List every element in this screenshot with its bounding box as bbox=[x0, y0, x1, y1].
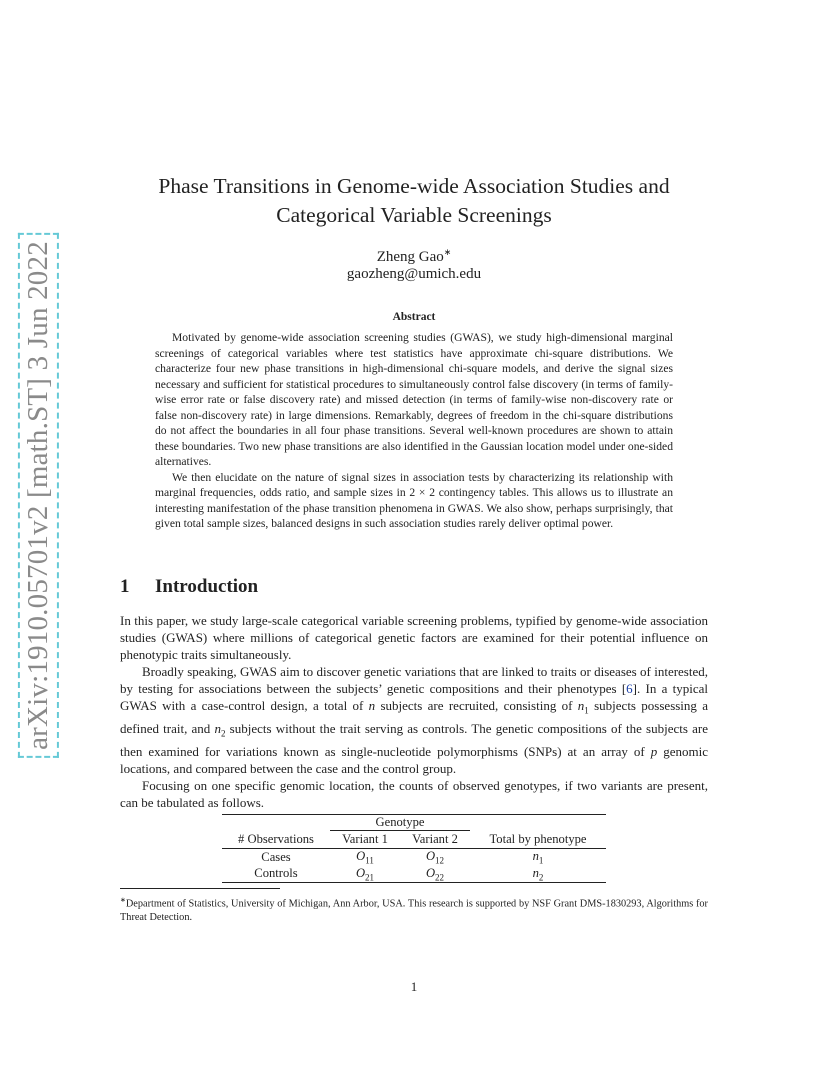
text-run: subjects without the trait serving as controls. The genetic compositions of the subjects are then examined for variations known as single-nucleotide polymorphisms (SNPs) at an array of bbox=[120, 721, 708, 759]
author-line bbox=[0, 247, 828, 266]
footnote-divider bbox=[120, 888, 280, 889]
table-header-cell: Variant 2 bbox=[412, 832, 458, 847]
citation-link[interactable]: 6 bbox=[626, 681, 633, 697]
math-symbol: O bbox=[356, 849, 366, 863]
math-subscript: 1 bbox=[538, 855, 544, 866]
math-symbol: n bbox=[214, 721, 221, 737]
genotype-table bbox=[222, 814, 606, 883]
table-group-header-row bbox=[222, 815, 606, 832]
section-heading bbox=[120, 576, 258, 598]
introduction-body bbox=[120, 612, 708, 811]
intro-paragraph-3: Focusing on one specific genomic location, the counts of observed genotypes, if two variants are present, can be tabulated as follows. bbox=[120, 778, 708, 811]
table-header-row bbox=[222, 832, 606, 850]
math-symbol: O bbox=[355, 865, 366, 880]
arxiv-identifier: arXiv:1910.05701v2 [math.ST] 3 Jun 2022 bbox=[18, 233, 59, 758]
text-run: genomic locations, and compared between the case and the control group. bbox=[120, 743, 708, 776]
abstract-paragraph-2: We then elucidate on the nature of signal sizes in association tests by characterizing its relationship with marginal frequencies, odds ratio, and sample sizes in 2 × 2 contingency tables. This allows us to illustrate an interesting manifestation of the phase transition phenomena in GWAS. We also show, perhaps surprisingly, that given total sample sizes, balanced designs in such association studies rarely deliver optimal power. bbox=[155, 470, 673, 530]
math-symbol: O bbox=[425, 849, 436, 863]
intro-paragraph-1: In this paper, we study large-scale categorical variable screening problems, typified by genome-wide association studies (GWAS) where millions of categorical genetic factors are examined for their potential influence on phenotypic traits simultaneously. bbox=[120, 613, 708, 663]
table-cell bbox=[470, 849, 606, 866]
math-subscript: 2 bbox=[220, 728, 226, 739]
math-symbol: n bbox=[368, 698, 376, 714]
math-subscript: 1 bbox=[584, 706, 589, 717]
math-symbol: n bbox=[532, 849, 539, 863]
math-subscript: 2 bbox=[538, 872, 544, 883]
math-subscript: 12 bbox=[435, 855, 445, 866]
abstract-paragraph-1: Motivated by genome-wide association screening studies (GWAS), we study high-dimensional marginal screenings of categorical variables where test statistics have approximate chi-square distributions. We characterize four new phase transitions in high-dimensional chi-square models, and derive the signal sizes necessary and sufficient for statistical procedures to simultaneously control false discovery (in terms of family-wise error rate or false discovery rate) and missed detection (in terms of family-wise non-discovery rate or false non-discovery rate) in large dimensions. Remarkably, degrees of freedom in the chi-square distributions do not affect the boundaries in all four phase transitions. Several well-known procedures are shown to attain these boundaries. Two new phase transitions are also identified in the Gaussian location model under one-sided alternatives. bbox=[155, 331, 673, 468]
page-number: 1 bbox=[410, 979, 418, 994]
title-line-1: Phase Transitions in Genome-wide Association Studies and bbox=[158, 174, 670, 198]
abstract bbox=[155, 330, 673, 532]
paper-title bbox=[100, 172, 728, 230]
table-cell bbox=[400, 849, 470, 866]
table-cell bbox=[330, 849, 400, 866]
author-email: gaozheng@umich.edu bbox=[346, 266, 482, 282]
text-run: ]. In a typical GWAS with a case-control design, a total of bbox=[120, 681, 708, 714]
table-cell: Controls bbox=[254, 866, 298, 881]
intro-paragraph-2 bbox=[120, 663, 708, 777]
math-subscript: 11 bbox=[365, 855, 374, 866]
footnote-text: Department of Statistics, University of Michigan, Ann Arbor, USA. This research is supported by NSF Grant DMS-1830293, Algorithms for Threat Detection. bbox=[120, 898, 708, 924]
table-cell bbox=[400, 866, 470, 883]
table-header-cell: Total by phenotype bbox=[489, 832, 587, 847]
math-symbol: n bbox=[532, 865, 539, 880]
table-cell bbox=[330, 866, 400, 883]
author-name: Zheng Gao bbox=[376, 249, 444, 265]
math-symbol: p bbox=[650, 743, 658, 759]
text-run: Broadly speaking, GWAS aim to discover genetic variations that are linked to traits or diseases of interested, by testing for associations between the subjects’ genetic compositions and their phenotypes [ bbox=[120, 664, 708, 697]
text-run: subjects possessing a defined trait, and bbox=[120, 698, 709, 737]
footnote-mark: ∗ bbox=[120, 896, 126, 904]
title-line-2: Categorical Variable Screenings bbox=[276, 203, 552, 227]
table-group-header: Genotype bbox=[330, 815, 470, 831]
math-subscript: 21 bbox=[365, 872, 375, 883]
section-number: 1 bbox=[120, 576, 130, 597]
math-symbol: n bbox=[577, 698, 585, 714]
table-header-cell: Variant 1 bbox=[342, 832, 388, 847]
abstract-heading: Abstract bbox=[392, 311, 436, 323]
table-cell: Cases bbox=[261, 849, 291, 864]
math-symbol: O bbox=[425, 865, 436, 880]
table-header-cell: # Observations bbox=[238, 832, 314, 847]
table-row bbox=[222, 866, 606, 883]
section-title: Introduction bbox=[155, 576, 259, 597]
text-run: subjects are recruited, consisting of bbox=[375, 698, 578, 714]
table-row bbox=[222, 849, 606, 866]
table-cell bbox=[470, 866, 606, 883]
footnote bbox=[120, 893, 708, 925]
author-footnote-mark: ∗ bbox=[443, 247, 452, 257]
math-subscript: 22 bbox=[435, 872, 445, 883]
